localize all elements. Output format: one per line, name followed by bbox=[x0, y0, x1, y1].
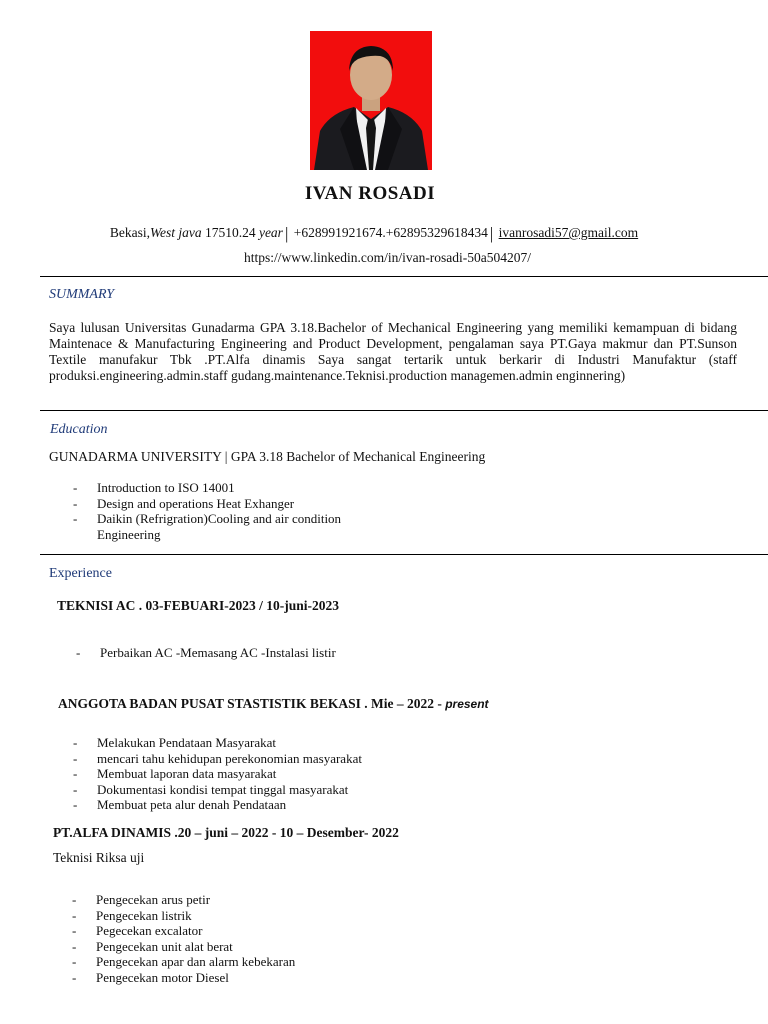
summary-text: Saya lulusan Universitas Gunadarma GPA 3.18.Bachelor of Mechanical Engineering yang memiliki kemampuan di bidang Maintenace & Manufacturing Engineering and Product Development, pengalaman saya PT.Gaya makmur dan PT.Sunson Textile manufakur Tbk .PT.Alfa dinamis Saya sangat tertarik untuk berkarir di Industri Manufaktur (staff produksi.engineering.admin.staff gudang.maintenance.Teknisi.production managemen.admin enginnering) bbox=[49, 320, 737, 383]
job-heading: PT.ALFA DINAMIS .20 – juni – 2022 - 10 – Desember- 2022 bbox=[53, 825, 399, 840]
separator: | bbox=[489, 224, 494, 243]
location-region: West java bbox=[149, 225, 202, 240]
job-heading-present: present bbox=[445, 697, 489, 711]
divider bbox=[40, 410, 768, 411]
list-item: - Pengecekan listrik bbox=[72, 908, 472, 924]
job-duties bbox=[73, 735, 473, 813]
separator: | bbox=[284, 224, 289, 243]
job-role: Teknisi Riksa uji bbox=[53, 850, 145, 865]
divider bbox=[40, 554, 768, 555]
year-word: year bbox=[258, 225, 283, 240]
list-item: - Daikin (Refrigration)Cooling and air condition Engineering bbox=[73, 511, 362, 542]
list-item: - Introduction to ISO 14001 bbox=[73, 480, 373, 496]
location-prefix: Bekasi, bbox=[109, 225, 150, 240]
job-heading: TEKNISI AC . 03-FEBUARI-2023 / 10-juni-2023 bbox=[57, 598, 340, 613]
job-duties bbox=[72, 892, 472, 985]
list-item: - Pengecekan unit alat berat bbox=[72, 939, 472, 955]
profile-photo bbox=[310, 31, 432, 170]
list-item: - Pegecekan excalator bbox=[72, 923, 472, 939]
job-heading-text: ANGGOTA BADAN PUSAT STASTISTIK BEKASI . Mie – 2022 - bbox=[58, 696, 446, 711]
candidate-name: IVAN ROSADI bbox=[304, 183, 436, 204]
contact-line bbox=[0, 222, 748, 242]
education-list bbox=[73, 480, 373, 542]
email-link[interactable]: ivanrosadi57@gmail.com bbox=[498, 225, 639, 240]
job-heading bbox=[58, 696, 489, 712]
list-item: - Melakukan Pendataan Masyarakat bbox=[73, 735, 473, 751]
linkedin-link[interactable]: https://www.linkedin.com/in/ivan-rosadi-50a504207/ bbox=[243, 250, 532, 265]
list-item: - Pengecekan apar dan alarm kebekaran bbox=[72, 954, 472, 970]
education-line: GUNADARMA UNIVERSITY | GPA 3.18 Bachelor of Mechanical Engineering bbox=[49, 449, 486, 464]
divider bbox=[40, 276, 768, 277]
education-heading: Education bbox=[50, 422, 108, 437]
list-item: - Perbaikan AC -Memasang AC -Instalasi listir bbox=[76, 645, 476, 661]
phone-numbers: +628991921674.+62895329618434 bbox=[293, 225, 488, 240]
list-item: - Pengecekan arus petir bbox=[72, 892, 472, 908]
list-item: - Membuat laporan data masyarakat bbox=[73, 766, 473, 782]
experience-heading: Experience bbox=[49, 566, 112, 581]
person-portrait-icon bbox=[310, 31, 432, 170]
list-item: - Design and operations Heat Exhanger bbox=[73, 496, 373, 512]
postal-code: 17510.24 bbox=[201, 225, 259, 240]
list-item: - Pengecekan motor Diesel bbox=[72, 970, 472, 986]
list-item: - mencari tahu kehidupan perekonomian masyarakat bbox=[73, 751, 473, 767]
list-item: - Membuat peta alur denah Pendataan bbox=[73, 797, 473, 813]
job-duties bbox=[76, 645, 476, 661]
list-item: - Dokumentasi kondisi tempat tinggal masyarakat bbox=[73, 782, 473, 798]
summary-heading: SUMMARY bbox=[49, 287, 115, 302]
